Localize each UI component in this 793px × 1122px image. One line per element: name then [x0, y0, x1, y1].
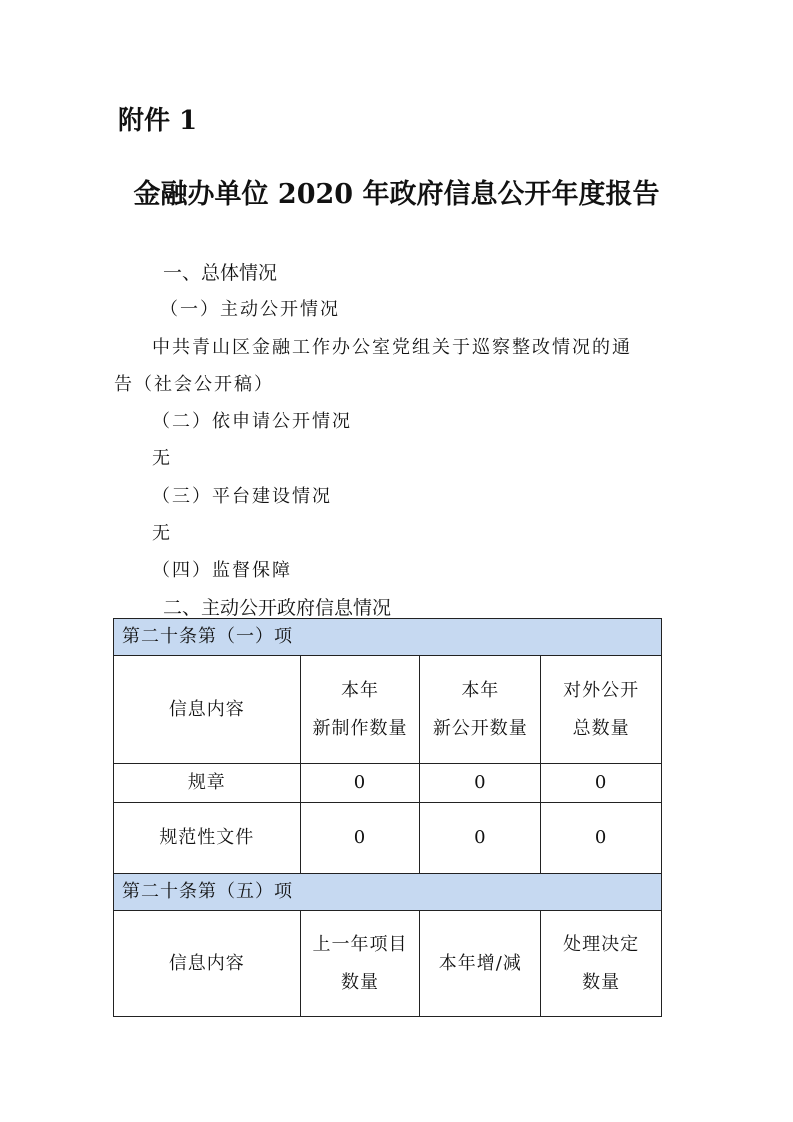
row-total: 0 [541, 803, 662, 874]
sub3-body: 无 [152, 523, 172, 544]
section2-heading: 二、主动公开政府信息情况 [163, 597, 392, 619]
report-title: 金融办单位 2020 年政府信息公开年度报告 [133, 179, 660, 210]
table-article20-item1 [113, 618, 662, 874]
table1-header-made [300, 656, 420, 764]
table-row [114, 764, 662, 803]
table-row [114, 803, 662, 874]
table2-header-prev-l2: 数量 [341, 971, 380, 993]
table-article20-item5 [113, 873, 662, 1017]
row-label: 规章 [114, 764, 301, 803]
row-total: 0 [541, 764, 662, 803]
table2-header-decision-l2: 数量 [582, 971, 621, 993]
table1-header-total [541, 656, 662, 764]
table1-header-total-l1: 对外公开 [563, 679, 640, 701]
table1-header-published-l2: 新公开数量 [432, 717, 528, 739]
table2-header-prev-l1: 上一年项目 [312, 933, 408, 955]
sub1-heading: （一）主动公开情况 [160, 299, 340, 320]
row-published: 0 [420, 803, 541, 874]
table1-header-published-l1: 本年 [461, 679, 500, 701]
sub3-heading: （三）平台建设情况 [152, 486, 332, 507]
table1-header-published [420, 656, 541, 764]
table1-header-made-l1: 本年 [341, 679, 380, 701]
table1-header-made-l2: 新制作数量 [312, 717, 408, 739]
sub1-body-line2: 告（社会公开稿） [114, 374, 274, 395]
table2-header-content: 信息内容 [114, 911, 301, 1017]
table1-band: 第二十条第（一）项 [114, 619, 662, 656]
section1-heading: 一、总体情况 [163, 262, 278, 284]
table2-header-prev [300, 911, 420, 1017]
row-label: 规范性文件 [114, 803, 301, 874]
row-made: 0 [300, 803, 420, 874]
table2-header-decision-l1: 处理决定 [563, 933, 640, 955]
sub4-heading: （四）监督保障 [152, 560, 292, 581]
table1-header-content: 信息内容 [114, 656, 301, 764]
row-published: 0 [420, 764, 541, 803]
sub1-body-line1: 中共青山区金融工作办公室党组关于巡察整改情况的通 [152, 337, 632, 358]
table2-band: 第二十条第（五）项 [114, 874, 662, 911]
table2-header-decision [541, 911, 662, 1017]
sub2-body: 无 [152, 448, 172, 469]
table1-header-total-l2: 总数量 [572, 717, 630, 739]
attachment-label: 附件 1 [118, 106, 198, 136]
sub2-heading: （二）依申请公开情况 [152, 411, 352, 432]
table2-header-change: 本年增/减 [420, 911, 541, 1017]
row-made: 0 [300, 764, 420, 803]
